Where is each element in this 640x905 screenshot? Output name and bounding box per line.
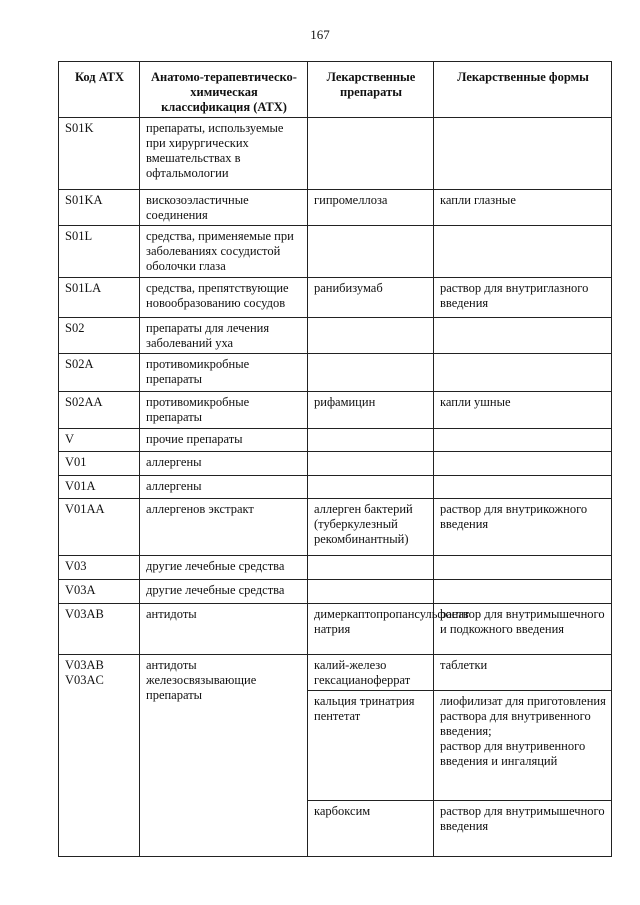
- cell-drug: аллерген бактерий (туберкулезный рекомбинантный): [308, 499, 434, 556]
- cell-code: V: [59, 429, 140, 452]
- cell-code: S02AA: [59, 392, 140, 429]
- cell-form: [434, 318, 612, 354]
- cell-classification: аллергены: [140, 476, 308, 499]
- cell-drug: кальция тринатрия пентетат: [308, 691, 434, 801]
- cell-form: [434, 429, 612, 452]
- table-row: [59, 226, 612, 278]
- cell-code: S01K: [59, 118, 140, 190]
- cell-form: [434, 226, 612, 278]
- table-row: [59, 118, 612, 190]
- cell-form: раствор для внутрикожного введения: [434, 499, 612, 556]
- cell-drug: рифамицин: [308, 392, 434, 429]
- cell-form: [434, 580, 612, 604]
- cell-drug: димеркаптопропансульфонат натрия: [308, 604, 434, 655]
- cell-classification: другие лечебные средства: [140, 580, 308, 604]
- cell-form: раствор для внутримышечного введения: [434, 801, 612, 857]
- page-number: 167: [310, 27, 330, 42]
- cell-form: [434, 354, 612, 392]
- table-row: [59, 429, 612, 452]
- table-row: [59, 476, 612, 499]
- cell-drug: [308, 118, 434, 190]
- cell-form: [434, 476, 612, 499]
- table-row: [59, 604, 612, 655]
- header-code: Код АТХ: [59, 62, 140, 118]
- table-row: [59, 499, 612, 556]
- cell-drug: [308, 476, 434, 499]
- cell-form: таблетки: [434, 655, 612, 691]
- table-row: [59, 318, 612, 354]
- cell-drug: ранибизумаб: [308, 278, 434, 318]
- cell-drug: [308, 452, 434, 476]
- cell-classification: другие лечебные средства: [140, 556, 308, 580]
- cell-form: капли глазные: [434, 190, 612, 226]
- cell-form: [434, 452, 612, 476]
- header-classification: Анатомо-терапевтическо-химическая классификация (АТХ): [140, 62, 308, 118]
- cell-classification: аллергены: [140, 452, 308, 476]
- cell-code: V01AA: [59, 499, 140, 556]
- cell-form: [434, 556, 612, 580]
- header-forms: Лекарственные формы: [434, 62, 612, 118]
- cell-classification: средства, препятствующие новообразованию сосудов: [140, 278, 308, 318]
- cell-form: капли ушные: [434, 392, 612, 429]
- table-row: [59, 580, 612, 604]
- cell-code: V03: [59, 556, 140, 580]
- cell-classification: антидоты железосвязывающие препараты: [140, 655, 308, 857]
- cell-drug: [308, 318, 434, 354]
- cell-code: S01LA: [59, 278, 140, 318]
- table-body: [59, 118, 612, 857]
- cell-code: V03AB: [59, 604, 140, 655]
- cell-drug: [308, 226, 434, 278]
- cell-code: S01KA: [59, 190, 140, 226]
- cell-classification: вискозоэластичные соединения: [140, 190, 308, 226]
- table-row: [59, 556, 612, 580]
- cell-code: V03AB V03AC: [59, 655, 140, 857]
- cell-drug: [308, 556, 434, 580]
- cell-drug: гипромеллоза: [308, 190, 434, 226]
- cell-classification: противомикробные препараты: [140, 392, 308, 429]
- cell-classification: препараты, используемые при хирургических вмешательствах в офтальмологии: [140, 118, 308, 190]
- header-drugs: Лекарственные препараты: [308, 62, 434, 118]
- cell-code: V01: [59, 452, 140, 476]
- cell-code: V01A: [59, 476, 140, 499]
- cell-drug: карбоксим: [308, 801, 434, 857]
- cell-drug: калий-железо гексацианоферрат: [308, 655, 434, 691]
- cell-code: S01L: [59, 226, 140, 278]
- table-row: [59, 452, 612, 476]
- cell-form: раствор для внутримышечного и подкожного введения: [434, 604, 612, 655]
- table-row: [59, 392, 612, 429]
- cell-classification: прочие препараты: [140, 429, 308, 452]
- cell-form: раствор для внутриглазного введения: [434, 278, 612, 318]
- table-row: [59, 655, 612, 691]
- cell-classification: антидоты: [140, 604, 308, 655]
- cell-form: [434, 118, 612, 190]
- cell-drug: [308, 429, 434, 452]
- cell-code: S02A: [59, 354, 140, 392]
- cell-classification: средства, применяемые при заболеваниях сосудистой оболочки глаза: [140, 226, 308, 278]
- table-row: [59, 278, 612, 318]
- cell-classification: аллергенов экстракт: [140, 499, 308, 556]
- cell-code: S02: [59, 318, 140, 354]
- cell-drug: [308, 354, 434, 392]
- cell-code: V03A: [59, 580, 140, 604]
- cell-drug: [308, 580, 434, 604]
- cell-classification: препараты для лечения заболеваний уха: [140, 318, 308, 354]
- cell-form: лиофилизат для приготовления раствора для внутривенного введения; раствор для внутривенного введения и ингаляций: [434, 691, 612, 801]
- atx-table: [58, 61, 612, 857]
- table-header-row: [59, 62, 612, 118]
- table-row: [59, 354, 612, 392]
- cell-classification: противомикробные препараты: [140, 354, 308, 392]
- table-row: [59, 190, 612, 226]
